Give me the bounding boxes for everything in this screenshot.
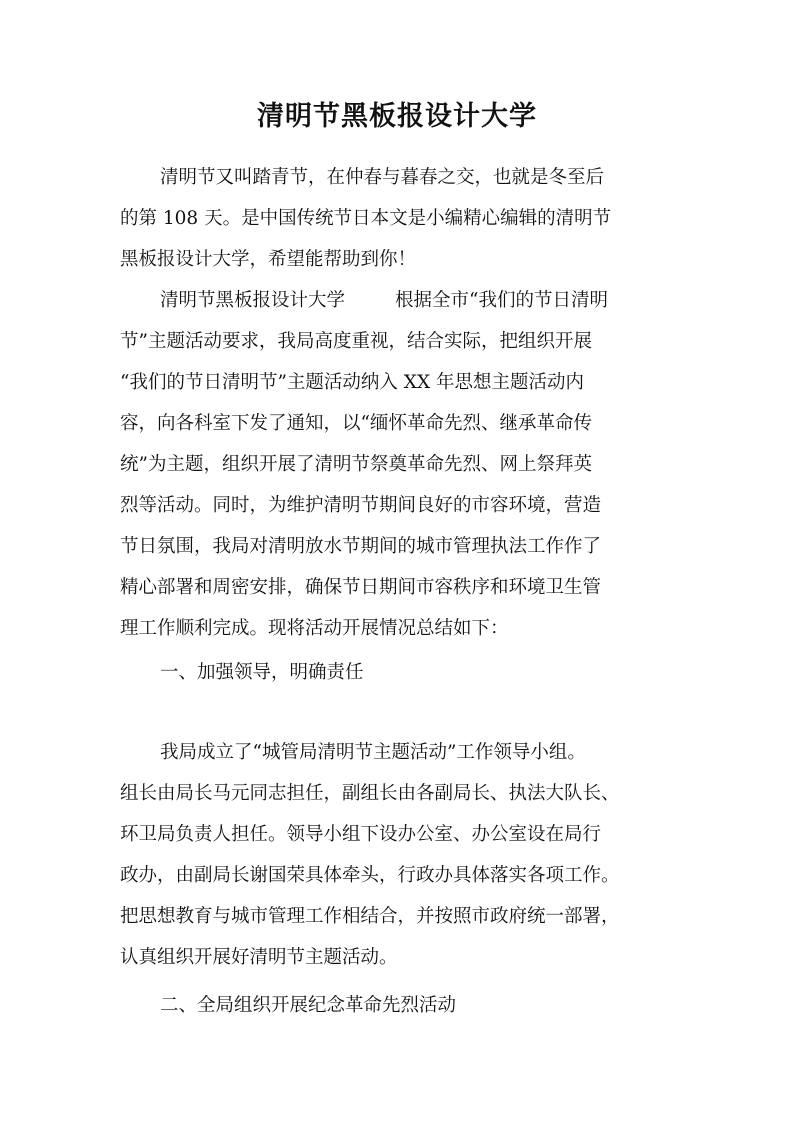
lead-label: 清明节黑板报设计大学 (160, 290, 346, 311)
intro-paragraph (120, 157, 680, 280)
intro-line: 清明节又叫踏青节，在仲春与暮春之交，也就是冬至后 (160, 167, 605, 188)
section1-line: 组长由局长马元同志担任，副组长由各副局长、执法大队长、 (120, 783, 620, 804)
section1-line: 环卫局负责人担任。领导小组下设办公室、办公室设在局行 (120, 824, 602, 845)
body-line: 节”主题活动要求，我局高度重视，结合实际，把组织开展 (120, 331, 592, 352)
body-line: 容，向各科室下发了通知，以“缅怀革命先烈、继承革命传 (120, 413, 592, 434)
body-paragraph (120, 280, 680, 649)
section1-line: 政办，由副局长谢国荣具体牵头，行政办具体落实各项工作。 (120, 865, 620, 886)
document-title: 清明节黑板报设计大学 (257, 101, 537, 132)
section1-paragraph (120, 732, 680, 978)
body-line: “我们的节日清明节”主题活动纳入 XX 年思想主题活动内 (120, 372, 585, 393)
section1-line: 认真组织开展好清明节主题活动。 (120, 947, 398, 968)
body-line: 理工作顺利完成。现将活动开展情况总结如下： (120, 618, 509, 639)
section1-heading: 一、加强领导，明确责任 (160, 662, 364, 683)
body-lead-line (120, 280, 680, 321)
section2-heading-block (120, 985, 680, 1026)
section1-line: 把思想教育与城市管理工作相结合，并按照市政府统一部署， (120, 906, 620, 927)
lead-text: 根据全市“我们的节日清明 (395, 290, 608, 311)
body-line: 节日氛围，我局对清明放水节期间的城市管理执法工作作了 (120, 536, 602, 557)
body-line: 烈等活动。同时，为维护清明节期间良好的市容环境，营造 (120, 495, 602, 516)
body-line: 精心部署和周密安排，确保节日期间市容秩序和环境卫生管 (120, 577, 602, 598)
intro-line: 黑板报设计大学，希望能帮助到你！ (120, 249, 417, 270)
section1-heading-block (120, 652, 680, 693)
intro-line: 的第 108 天。是中国传统节日本文是小编精心编辑的清明节 (120, 208, 612, 229)
section2-heading: 二、全局组织开展纪念革命先烈活动 (160, 995, 457, 1016)
section1-line: 我局成立了“城管局清明节主题活动”工作领导小组。 (160, 742, 586, 763)
body-line: 统”为主题，组织开展了清明节祭奠革命先烈、网上祭拜英 (120, 454, 592, 475)
